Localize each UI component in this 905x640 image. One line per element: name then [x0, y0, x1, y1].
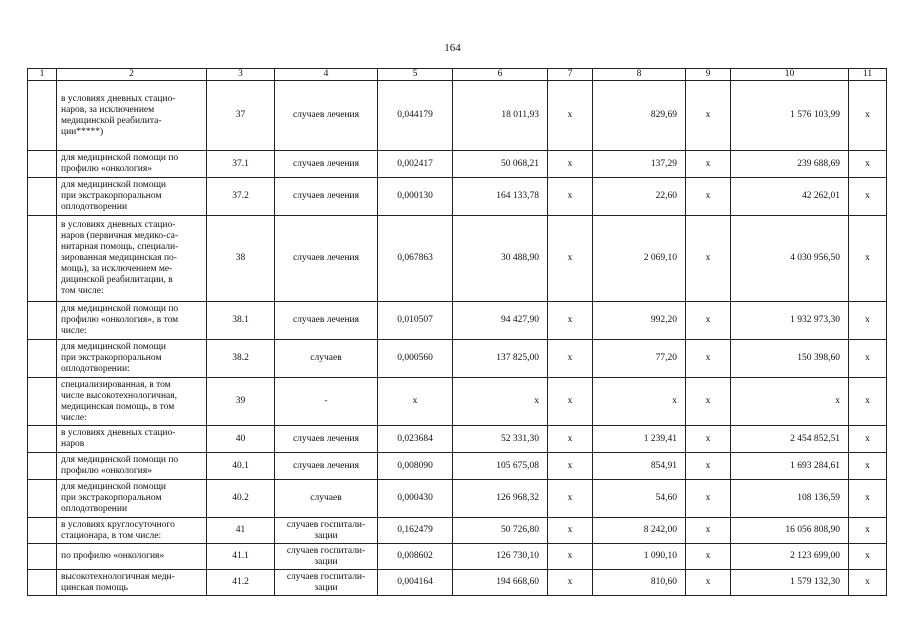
- value-col9: x: [686, 570, 731, 596]
- value-col6: 30 488,90: [453, 216, 548, 302]
- value-col11: x: [849, 378, 887, 426]
- value-col7: x: [548, 570, 593, 596]
- value-col11: x: [849, 426, 887, 453]
- value-col7: x: [548, 426, 593, 453]
- value-col5: 0,044179: [378, 81, 453, 151]
- value-col8: 137,29: [593, 151, 686, 178]
- value-col5: 0,000430: [378, 480, 453, 518]
- table-row: [28, 426, 887, 453]
- table-row: [28, 544, 887, 570]
- table-row: [28, 480, 887, 518]
- unit-of-measure: случаев: [275, 480, 378, 518]
- row-code: 41.1: [207, 544, 275, 570]
- table-row: [28, 81, 887, 151]
- value-col5: 0,008090: [378, 453, 453, 480]
- value-col11: x: [849, 480, 887, 518]
- value-col9: x: [686, 518, 731, 544]
- value-col5: 0,000560: [378, 340, 453, 378]
- header-cell: 3: [207, 69, 275, 81]
- empty-cell: [28, 544, 57, 570]
- row-code: 38: [207, 216, 275, 302]
- value-col6: 18 011,93: [453, 81, 548, 151]
- value-col6: 52 331,30: [453, 426, 548, 453]
- empty-cell: [28, 340, 57, 378]
- table-row: [28, 151, 887, 178]
- empty-cell: [28, 302, 57, 340]
- value-col11: x: [849, 151, 887, 178]
- value-col10: x: [731, 378, 849, 426]
- value-col7: x: [548, 378, 593, 426]
- value-col11: x: [849, 81, 887, 151]
- empty-cell: [28, 453, 57, 480]
- header-cell: 5: [378, 69, 453, 81]
- value-col5: 0,008602: [378, 544, 453, 570]
- value-col11: x: [849, 570, 887, 596]
- value-col7: x: [548, 216, 593, 302]
- value-col10: 239 688,69: [731, 151, 849, 178]
- empty-cell: [28, 480, 57, 518]
- value-col8: 77,20: [593, 340, 686, 378]
- unit-of-measure: случаев лечения: [275, 151, 378, 178]
- value-col6: 94 427,90: [453, 302, 548, 340]
- empty-cell: [28, 518, 57, 544]
- row-code: 37: [207, 81, 275, 151]
- value-col11: x: [849, 453, 887, 480]
- value-col5: 0,002417: [378, 151, 453, 178]
- row-code: 38.1: [207, 302, 275, 340]
- value-col9: x: [686, 544, 731, 570]
- row-code: 40: [207, 426, 275, 453]
- value-col7: x: [548, 151, 593, 178]
- value-col6: 126 968,32: [453, 480, 548, 518]
- value-col8: x: [593, 378, 686, 426]
- value-col8: 1 090,10: [593, 544, 686, 570]
- value-col8: 2 069,10: [593, 216, 686, 302]
- value-col6: 50 726,80: [453, 518, 548, 544]
- row-description: в условиях круглосуточного стационара, в том числе:: [57, 518, 207, 544]
- value-col8: 810,60: [593, 570, 686, 596]
- header-cell: 2: [57, 69, 207, 81]
- value-col7: x: [548, 178, 593, 216]
- value-col11: x: [849, 340, 887, 378]
- value-col9: x: [686, 151, 731, 178]
- empty-cell: [28, 378, 57, 426]
- value-col6: 105 675,08: [453, 453, 548, 480]
- value-col8: 829,69: [593, 81, 686, 151]
- unit-of-measure: случаев госпитали- зации: [275, 518, 378, 544]
- table-row: [28, 378, 887, 426]
- unit-of-measure: случаев лечения: [275, 178, 378, 216]
- empty-cell: [28, 216, 57, 302]
- row-code: 37.1: [207, 151, 275, 178]
- row-code: 38.2: [207, 340, 275, 378]
- row-code: 37.2: [207, 178, 275, 216]
- row-code: 41: [207, 518, 275, 544]
- unit-of-measure: случаев госпитали- зации: [275, 544, 378, 570]
- empty-cell: [28, 178, 57, 216]
- value-col5: 0,000130: [378, 178, 453, 216]
- value-col11: x: [849, 178, 887, 216]
- value-col7: x: [548, 302, 593, 340]
- unit-of-measure: случаев лечения: [275, 302, 378, 340]
- value-col10: 1 932 973,30: [731, 302, 849, 340]
- row-description: для медицинской помощи по профилю «онкология», в том числе:: [57, 302, 207, 340]
- unit-of-measure: случаев госпитали- зации: [275, 570, 378, 596]
- value-col7: x: [548, 453, 593, 480]
- table-row: [28, 570, 887, 596]
- value-col10: 16 056 808,90: [731, 518, 849, 544]
- value-col9: x: [686, 480, 731, 518]
- value-col8: 854,91: [593, 453, 686, 480]
- value-col11: x: [849, 302, 887, 340]
- table-row: [28, 340, 887, 378]
- unit-of-measure: случаев лечения: [275, 426, 378, 453]
- row-code: 41.2: [207, 570, 275, 596]
- value-col10: 4 030 956,50: [731, 216, 849, 302]
- value-col7: x: [548, 81, 593, 151]
- empty-cell: [28, 426, 57, 453]
- unit-of-measure: случаев лечения: [275, 453, 378, 480]
- row-code: 39: [207, 378, 275, 426]
- value-col9: x: [686, 340, 731, 378]
- unit-of-measure: -: [275, 378, 378, 426]
- value-col7: x: [548, 518, 593, 544]
- empty-cell: [28, 151, 57, 178]
- page-number: 164: [444, 42, 461, 54]
- row-description: в условиях дневных стацио- наров, за исключением медицинской реабилита- ции*****): [57, 81, 207, 151]
- value-col5: 0,067863: [378, 216, 453, 302]
- value-col6: 50 068,21: [453, 151, 548, 178]
- header-cell: 1: [28, 69, 57, 81]
- header-cell: 7: [548, 69, 593, 81]
- row-code: 40.2: [207, 480, 275, 518]
- empty-cell: [28, 81, 57, 151]
- value-col5: 0,004164: [378, 570, 453, 596]
- row-description: высокотехнологичная меди- цинская помощь: [57, 570, 207, 596]
- row-description: в условиях дневных стацио- наров (первичная медико-са- нитарная помощь, специали- зированная медицинская по- мощь), за исключением ме- дицинской реабилитации, в том числе:: [57, 216, 207, 302]
- header-cell: 10: [731, 69, 849, 81]
- value-col6: 164 133,78: [453, 178, 548, 216]
- value-col8: 54,60: [593, 480, 686, 518]
- value-col5: 0,010507: [378, 302, 453, 340]
- value-col10: 42 262,01: [731, 178, 849, 216]
- value-col6: 137 825,00: [453, 340, 548, 378]
- unit-of-measure: случаев: [275, 340, 378, 378]
- value-col5: x: [378, 378, 453, 426]
- table-row: [28, 216, 887, 302]
- row-code: 40.1: [207, 453, 275, 480]
- header-row: [28, 69, 887, 81]
- value-col6: x: [453, 378, 548, 426]
- table-row: [28, 453, 887, 480]
- value-col10: 108 136,59: [731, 480, 849, 518]
- value-col11: x: [849, 544, 887, 570]
- header-cell: 11: [849, 69, 887, 81]
- table-row: [28, 178, 887, 216]
- value-col7: x: [548, 544, 593, 570]
- value-col10: 1 693 284,61: [731, 453, 849, 480]
- value-col9: x: [686, 426, 731, 453]
- value-col8: 22,60: [593, 178, 686, 216]
- unit-of-measure: случаев лечения: [275, 216, 378, 302]
- value-col7: x: [548, 340, 593, 378]
- table-row: [28, 302, 887, 340]
- table-row: [28, 518, 887, 544]
- row-description: специализированная, в том числе высокотехнологичная, медицинская помощь, в том числе:: [57, 378, 207, 426]
- value-col8: 8 242,00: [593, 518, 686, 544]
- unit-of-measure: случаев лечения: [275, 81, 378, 151]
- value-col10: 2 454 852,51: [731, 426, 849, 453]
- value-col9: x: [686, 453, 731, 480]
- value-col10: 150 398,60: [731, 340, 849, 378]
- row-description: для медицинской помощи при экстракорпоральном оплодотворении:: [57, 340, 207, 378]
- header-cell: 6: [453, 69, 548, 81]
- value-col10: 1 579 132,30: [731, 570, 849, 596]
- value-col5: 0,162479: [378, 518, 453, 544]
- header-cell: 9: [686, 69, 731, 81]
- header-cell: 8: [593, 69, 686, 81]
- value-col8: 992,20: [593, 302, 686, 340]
- row-description: для медицинской помощи по профилю «онкология»: [57, 151, 207, 178]
- value-col10: 2 123 699,00: [731, 544, 849, 570]
- value-col10: 1 576 103,99: [731, 81, 849, 151]
- value-col11: x: [849, 518, 887, 544]
- row-description: для медицинской помощи по профилю «онкология»: [57, 453, 207, 480]
- empty-cell: [28, 570, 57, 596]
- header-cell: 4: [275, 69, 378, 81]
- value-col6: 194 668,60: [453, 570, 548, 596]
- row-description: в условиях дневных стацио- наров: [57, 426, 207, 453]
- value-col6: 126 730,10: [453, 544, 548, 570]
- value-col9: x: [686, 216, 731, 302]
- value-col8: 1 239,41: [593, 426, 686, 453]
- row-description: по профилю «онкология»: [57, 544, 207, 570]
- value-col9: x: [686, 178, 731, 216]
- value-col9: x: [686, 302, 731, 340]
- row-description: для медицинской помощи при экстракорпоральном оплодотворении: [57, 480, 207, 518]
- value-col11: x: [849, 216, 887, 302]
- value-col9: x: [686, 378, 731, 426]
- value-col5: 0,023684: [378, 426, 453, 453]
- row-description: для медицинской помощи при экстракорпоральном оплодотворении: [57, 178, 207, 216]
- value-col9: x: [686, 81, 731, 151]
- data-table: [27, 68, 887, 596]
- value-col7: x: [548, 480, 593, 518]
